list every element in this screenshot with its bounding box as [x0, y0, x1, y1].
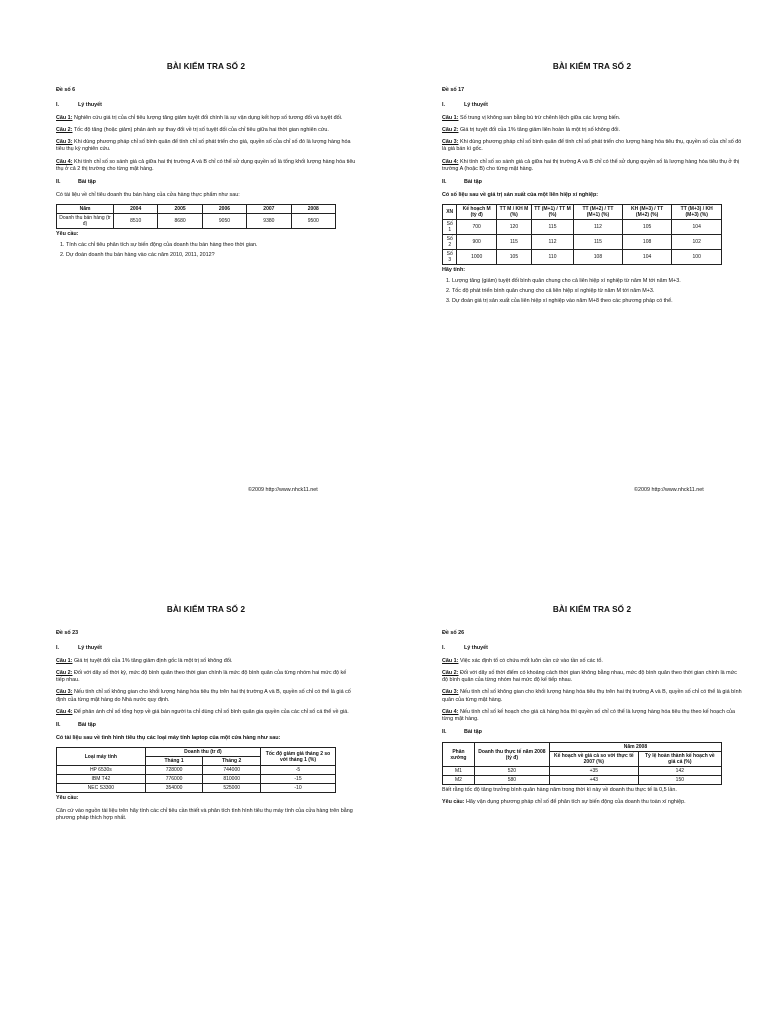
exam-page-de-17	[442, 62, 742, 309]
question-text: Số trung vị không san bằng bù trừ chênh lệch giữa các lượng biến.	[458, 115, 621, 122]
table-cell: Số 3	[443, 250, 457, 265]
question-label: Câu 4:	[442, 158, 459, 165]
table-header: XN	[443, 205, 457, 220]
page-title: BÀI KIỂM TRA SỐ 2	[552, 605, 632, 614]
question-label: Câu 4:	[442, 708, 459, 715]
table-header: Doanh thu (tr đ)	[145, 748, 260, 757]
requirements-label: Yêu cầu:	[56, 795, 79, 802]
table-row	[443, 235, 722, 250]
table-cell: 104	[622, 250, 672, 265]
table-cell: 354000	[145, 784, 203, 793]
question-text: Nếu tính chỉ số kế hoạch cho giá cả hàng hóa thì quyền số chỉ có thể là lượng hàng hóa tiêu thụ theo kế hoạch của từng mặt hàng.	[442, 708, 736, 722]
table-cell: 108	[574, 250, 623, 265]
section-number: I.	[442, 101, 445, 108]
data-table	[56, 204, 336, 229]
question-text: Khi tính chỉ số so sánh giá cả giữa hai thị trường A và B chỉ có thể sử dụng quyền số là lượng hàng hóa tiêu thụ ở thị trường A (hoặc B) cho từng mặt hàng.	[442, 158, 740, 172]
page-title: BÀI KIỂM TRA SỐ 2	[166, 605, 246, 614]
question-3	[56, 139, 356, 153]
section-number: II.	[442, 728, 447, 735]
table-header: Tỷ lệ hoàn thành kế hoạch về giá cả (%)	[638, 752, 721, 767]
table-cell: 776000	[145, 775, 203, 784]
question-text: Khi dùng phương pháp chỉ số bình quân để tính chỉ số phát triển cho giá, quyền số của chỉ số đó là lượng hàng hóa tiêu thụ kỳ nghiên cứu.	[56, 139, 351, 153]
section-number: II.	[442, 178, 447, 185]
table-row	[443, 776, 722, 785]
table-cell: 9380	[247, 214, 291, 229]
table-row	[443, 220, 722, 235]
table-cell: 580	[474, 776, 549, 785]
section-number: I.	[442, 644, 445, 651]
table-cell: 810000	[203, 775, 261, 784]
table-header: Loại máy tính	[57, 748, 146, 766]
table-header: 2005	[158, 205, 202, 214]
question-4	[442, 159, 742, 173]
table-cell: 115	[574, 235, 623, 250]
table-cell: -15	[261, 775, 336, 784]
table-row	[57, 214, 336, 229]
table-cell: 105	[496, 250, 531, 265]
question-text: Nếu tính chỉ số không gian cho khối lượng hàng hóa tiêu thụ trên hai thị trường A và B, quyền số chỉ có thể là giá cố định của từng mặt hàng do Nhà nước quy định.	[56, 689, 351, 703]
exam-page-de-6	[56, 62, 356, 262]
section-number: I.	[56, 644, 59, 651]
section-heading-exercise	[56, 722, 356, 729]
question-2	[442, 670, 742, 684]
exam-number: Đề số 26	[442, 629, 465, 636]
question-1	[442, 115, 742, 122]
data-table	[442, 742, 722, 785]
table-cell: 104	[672, 220, 722, 235]
exam-number: Đề số 6	[56, 86, 76, 93]
question-text: Giá trị tuyệt đối của 1% tăng giảm liên hoàn là một trị số không đổi.	[458, 127, 620, 134]
section-number: II.	[56, 178, 61, 185]
task-list	[56, 242, 356, 259]
question-label: Câu 1:	[56, 115, 73, 122]
section-label: Bài tập	[78, 178, 96, 185]
exercise-intro: Có tài liệu sau về tình hình tiêu thụ các loại máy tính laptop của một cửa hàng như sau:	[56, 734, 281, 741]
question-3	[442, 139, 742, 153]
table-cell: +35	[549, 767, 638, 776]
question-1	[442, 658, 742, 665]
question-1	[56, 658, 356, 665]
section-heading-exercise	[442, 179, 742, 186]
requirements-label: Yêu cầu:	[442, 799, 465, 806]
section-label: Lý thuyết	[78, 644, 102, 651]
table-header-row	[443, 205, 722, 220]
table-row	[443, 767, 722, 776]
table-cell: 525000	[203, 784, 261, 793]
page-title: BÀI KIỂM TRA SỐ 2	[552, 62, 632, 71]
table-cell: 142	[638, 767, 721, 776]
table-header: Tốc độ giảm giá tháng 2 so với tháng 1 (%)	[261, 748, 336, 766]
table-header: Tháng 2	[203, 757, 261, 766]
question-label: Câu 4:	[56, 708, 73, 715]
table-cell: M1	[443, 767, 475, 776]
section-heading-exercise	[56, 179, 356, 186]
table-cell: HP 6530s	[57, 766, 146, 775]
table-cell: 115	[496, 235, 531, 250]
section-label: Lý thuyết	[464, 644, 488, 651]
list-item: 2. Tốc độ phát triển bình quân chung cho cả liên hiệp xí nghiệp từ năm M tới năm M+3.	[452, 288, 742, 295]
table-header: Doanh thu thực tế năm 2008 (tỷ đ)	[474, 743, 549, 767]
table-cell: IBM T42	[57, 775, 146, 784]
requirements	[442, 799, 742, 806]
question-label: Câu 2:	[56, 670, 73, 677]
question-text: Việc xác định tổ có chứa mốt luôn cần cứ vào tần số các tổ.	[458, 658, 603, 665]
question-4	[442, 709, 742, 723]
table-cell: 9050	[202, 214, 246, 229]
task-list	[442, 278, 742, 305]
footer-copyright: ©2009 http://www.nhck11.net	[248, 487, 318, 493]
section-heading-exercise	[442, 729, 742, 736]
table-header-row	[57, 205, 336, 214]
exam-number: Đề số 23	[56, 629, 79, 636]
question-3	[442, 689, 742, 703]
table-header: TT (M+1) / TT M (%)	[531, 205, 573, 220]
question-label: Câu 2:	[442, 670, 459, 677]
list-item: 1. Lượng tăng (giảm) tuyệt đối bình quân chung cho cả liên hiệp xí nghiệp từ năm M tới năm M+3.	[452, 278, 742, 285]
table-cell: 744000	[203, 766, 261, 775]
table-header: Kế hoạch M (tỷ đ)	[457, 205, 497, 220]
requirements-label: Yêu cầu:	[56, 231, 79, 238]
section-number: I.	[56, 101, 59, 108]
table-cell: 700	[457, 220, 497, 235]
question-text: Tốc độ tăng (hoặc giảm) phản ánh sự thay đổi về trị số tuyệt đối của chỉ tiêu giữa hai thời gian nghiên cứu.	[72, 127, 329, 134]
table-row	[443, 250, 722, 265]
section-label: Lý thuyết	[464, 101, 488, 108]
table-header: TT (M+3) / KH (M+3) (%)	[672, 205, 722, 220]
table-cell: 105	[622, 220, 672, 235]
table-cell: M2	[443, 776, 475, 785]
question-label: Câu 1:	[442, 115, 459, 122]
table-cell: 112	[531, 235, 573, 250]
question-text: Để phản ánh chỉ số tổng hợp về giá bán người ta chỉ dùng chỉ số bình quân gia quyền của các chỉ số cá thể về giá.	[72, 708, 349, 715]
question-text: Nghiên cứu giá trị của chỉ tiêu lượng tăng giảm tuyệt đối chính là sự vận dụng kết hợp số tương đối và tuyệt đối.	[72, 115, 343, 122]
table-cell: 102	[672, 235, 722, 250]
exercise-intro: Có số liệu sau về giá trị sản xuất của một liên hiệp xí nghiệp:	[442, 191, 599, 198]
table-row	[57, 784, 336, 793]
table-cell: 900	[457, 235, 497, 250]
exam-number: Đề số 17	[442, 86, 465, 93]
table-cell: 115	[531, 220, 573, 235]
table-cell: Số 1	[443, 220, 457, 235]
table-cell: 1000	[457, 250, 497, 265]
section-heading-theory	[56, 645, 356, 652]
question-4	[56, 159, 356, 173]
table-cell: 120	[496, 220, 531, 235]
table-header: 2004	[114, 205, 158, 214]
table-header-row	[57, 748, 336, 757]
note-text: Biết rằng tốc độ tăng trưởng bình quân hàng năm trong thời kì này về doanh thu thực tế là 0,5 lần.	[442, 787, 677, 794]
table-cell: 520	[474, 767, 549, 776]
table-header: TT (M+2) / TT (M+1) (%)	[574, 205, 623, 220]
table-cell: 9500	[291, 214, 335, 229]
data-table	[442, 204, 722, 265]
table-cell: 112	[574, 220, 623, 235]
question-label: Câu 3:	[442, 689, 459, 696]
task-text: Căn cứ vào nguồn tài liệu trên hãy tính các chỉ tiêu cần thiết và phân tích tình hình tiêu thụ máy tính của cửa hàng trên bằng phương pháp thích hợp nhất.	[56, 808, 353, 822]
table-header-row	[443, 743, 722, 752]
table-cell: 8510	[114, 214, 158, 229]
exercise-intro: Có tài liệu về chỉ tiêu doanh thu bán hàng của cửa hàng thực phẩm như sau:	[56, 191, 240, 198]
question-3	[56, 689, 356, 703]
table-cell: +43	[549, 776, 638, 785]
table-cell: -10	[261, 784, 336, 793]
question-label: Câu 1:	[442, 658, 459, 665]
question-2	[56, 670, 356, 684]
question-label: Câu 4:	[56, 158, 73, 165]
table-header: 2008	[291, 205, 335, 214]
list-item: 1. Tính các chỉ tiêu phân tích sự biến động của doanh thu bán hàng theo thời gian.	[66, 242, 356, 249]
question-text: Đối với dãy số thời kỳ, mức độ bình quân theo thời gian chính là mức độ bình quân của từng nhóm hai mức độ kế tiếp nhau.	[56, 670, 347, 684]
requirements-text: Hãy vận dụng phương pháp chỉ số để phân tích sự biến động của doanh thu toàn xí nghiệp.	[464, 799, 686, 806]
table-header: Tháng 1	[145, 757, 203, 766]
table-cell: 108	[622, 235, 672, 250]
section-label: Bài tập	[464, 728, 482, 735]
question-text: Khi tính chỉ số so sánh giá cả giữa hai thị trường A và B chỉ có thể sử dụng quyền số là tổng khối lượng hàng hóa tiêu thụ ở cả 2 thị trường cho từng mặt hàng.	[56, 158, 356, 172]
question-label: Câu 3:	[56, 139, 73, 146]
list-item: 2. Dự đoán doanh thu bán hàng vào các năm 2010, 2011, 2012?	[66, 252, 356, 259]
question-2	[56, 127, 356, 134]
section-label: Bài tập	[464, 178, 482, 185]
section-label: Bài tập	[78, 721, 96, 728]
table-header: KH (M+3) / TT (M+2) (%)	[622, 205, 672, 220]
table-cell: Doanh thu bán hàng (tr đ)	[57, 214, 114, 229]
section-label: Lý thuyết	[78, 101, 102, 108]
table-header: Năm	[57, 205, 114, 214]
table-cell: 100	[672, 250, 722, 265]
table-row	[57, 766, 336, 775]
table-header: Kế hoạch về giá cả so với thực tế 2007 (%)	[549, 752, 638, 767]
question-text: Đối với dãy số thời điểm có khoảng cách thời gian không bằng nhau, mức độ bình quân theo thời gian chính là mức độ bình quân của từng nhóm hai mức độ kế tiếp nhau.	[442, 670, 737, 684]
question-2	[442, 127, 742, 134]
question-4	[56, 709, 356, 716]
table-cell: Số 2	[443, 235, 457, 250]
table-cell: 110	[531, 250, 573, 265]
question-label: Câu 2:	[56, 127, 73, 134]
question-label: Câu 3:	[442, 139, 459, 146]
data-table	[56, 747, 336, 793]
section-heading-theory	[442, 645, 742, 652]
table-cell: 8680	[158, 214, 202, 229]
question-text: Giá trị tuyệt đối của 1% tăng giảm định gốc là một trị số không đổi.	[72, 658, 233, 665]
question-label: Câu 1:	[56, 658, 73, 665]
question-text: Nếu tính chỉ số không gian cho khối lượng hàng hóa tiêu thụ trên hai thị trường A và B, quyền số chỉ có thể là giá bình quân của từng mặt hàng.	[442, 689, 742, 703]
list-item: 3. Dự đoán giá trị sản xuất của liên hiệp xí nghiệp vào năm M+8 theo các phương pháp có thể.	[452, 298, 742, 305]
table-cell: 728000	[145, 766, 203, 775]
exam-page-de-23	[56, 605, 356, 822]
table-cell: 150	[638, 776, 721, 785]
table-header: Năm 2008	[549, 743, 721, 752]
table-header: 2006	[202, 205, 246, 214]
question-label: Câu 2:	[442, 127, 459, 134]
table-header: Phân xưởng	[443, 743, 475, 767]
question-1	[56, 115, 356, 122]
page-title: BÀI KIỂM TRA SỐ 2	[166, 62, 246, 71]
requirements-label: Hãy tính:	[442, 267, 466, 274]
question-label: Câu 3:	[56, 689, 73, 696]
footer-copyright: ©2009 http://www.nhck11.net	[634, 487, 704, 493]
exam-page-de-26	[442, 605, 742, 806]
section-number: II.	[56, 721, 61, 728]
section-heading-theory	[442, 102, 742, 109]
table-header: TT M / KH M (%)	[496, 205, 531, 220]
section-heading-theory	[56, 102, 356, 109]
table-row	[57, 775, 336, 784]
table-cell: NEC S3300	[57, 784, 146, 793]
table-header: 2007	[247, 205, 291, 214]
question-text: Khi dùng phương pháp chỉ số bình quân để tính chỉ số phát triển cho lượng hàng hóa tiêu thụ, quyền số của chỉ số đó là giá bán kì gốc.	[442, 139, 742, 153]
table-cell: -5	[261, 766, 336, 775]
